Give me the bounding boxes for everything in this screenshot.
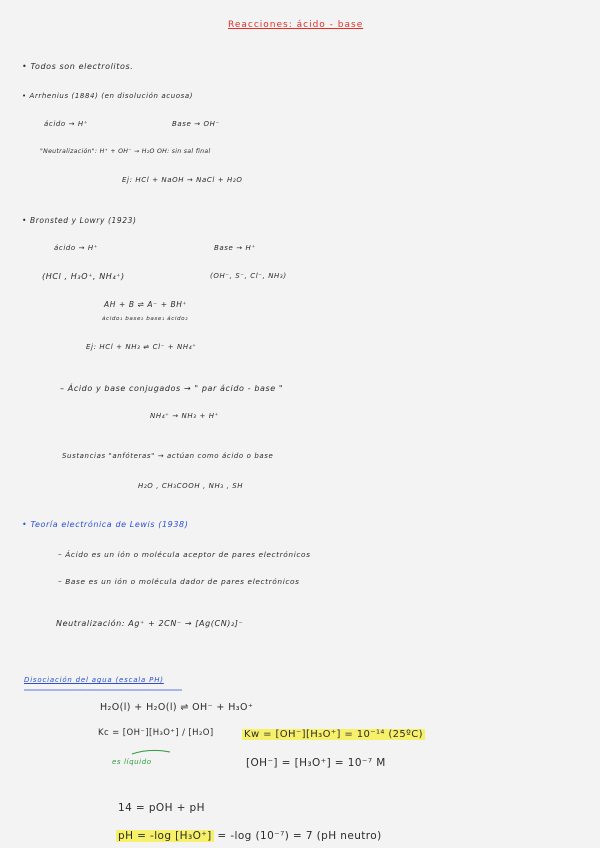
page-title: Reacciones: ácido - base xyxy=(228,20,364,30)
note-line-electrolitos: • Todos son electrolitos. xyxy=(22,62,134,71)
lewis-acid: – Ácido es un ión o molécula aceptor de pares electrónicos xyxy=(58,550,311,559)
ph-highlight: pH = -log [H₃O⁺] xyxy=(118,830,212,842)
anfoteras-examples: H₂O , CH₃COOH , NH₃ , SH xyxy=(138,482,244,490)
arrhenius-example: Ej: HCl + NaOH → NaCl + H₂O xyxy=(122,176,243,184)
liquid-note: es líquido xyxy=(112,758,152,766)
ph-poh-sum: 14 = pOH + pH xyxy=(118,802,205,814)
note-line-bronsted: • Bronsted y Lowry (1923) xyxy=(22,216,137,225)
liquid-arrow xyxy=(132,750,170,754)
kc-expression: Kc = [OH⁻][H₃O⁺] / [H₂O] xyxy=(98,728,214,738)
ph-neutral-value: = -log (10⁻⁷) = 7 (pH neutro) xyxy=(217,830,382,842)
conjugados-example: NH₄⁺ → NH₃ + H⁺ xyxy=(150,412,219,420)
bronsted-acid-examples: (HCl , H₃O⁺, NH₄⁺) xyxy=(42,272,125,281)
water-equilibrium: H₂O(l) + H₂O(l) ⇌ OH⁻ + H₃O⁺ xyxy=(100,702,254,713)
bronsted-example: Ej: HCl + NH₃ ⇌ Cl⁻ + NH₄⁺ xyxy=(86,343,197,351)
bronsted-equilibrium: AH + B ⇌ A⁻ + BH⁺ xyxy=(104,300,188,309)
bronsted-base: Base → H⁺ xyxy=(214,244,256,252)
bronsted-equilibrium-labels: ácido₁ base₂ base₁ ácido₂ xyxy=(102,316,189,322)
arrhenius-acid: ácido → H⁺ xyxy=(44,120,89,128)
anfoteras-line: Sustancias "anfóteras" → actúan como ácido o base xyxy=(62,452,274,460)
lewis-neutralizacion: Neutralización: Ag⁺ + 2CN⁻ → [Ag(CN)₂]⁻ xyxy=(56,619,244,628)
arrhenius-base: Base → OH⁻ xyxy=(172,120,220,128)
neutral-concentration: [OH⁻] = [H₃O⁺] = 10⁻⁷ M xyxy=(246,757,386,769)
kw-highlight: Kw = [OH⁻][H₃O⁺] = 10⁻¹⁴ (25ºC) xyxy=(244,729,423,740)
note-line-arrhenius: • Arrhenius (1884) (en disolución acuosa) xyxy=(22,92,194,100)
lewis-base: – Base es un ión o molécula dador de pares electrónicos xyxy=(58,577,300,586)
bronsted-base-examples: (OH⁻, S⁻, Cl⁻, NH₃) xyxy=(210,272,287,280)
arrhenius-neutralizacion: "Neutralización": H⁺ + OH⁻ → H₂O OH: sin sal final xyxy=(40,148,211,155)
section-disociacion-agua: Disociación del agua (escala PH) xyxy=(24,676,164,684)
bronsted-acid: ácido → H⁺ xyxy=(54,244,99,252)
conjugados-line: – Ácido y base conjugados → " par ácido - base " xyxy=(60,384,284,393)
note-line-lewis: • Teoría electrónica de Lewis (1938) xyxy=(22,520,189,529)
